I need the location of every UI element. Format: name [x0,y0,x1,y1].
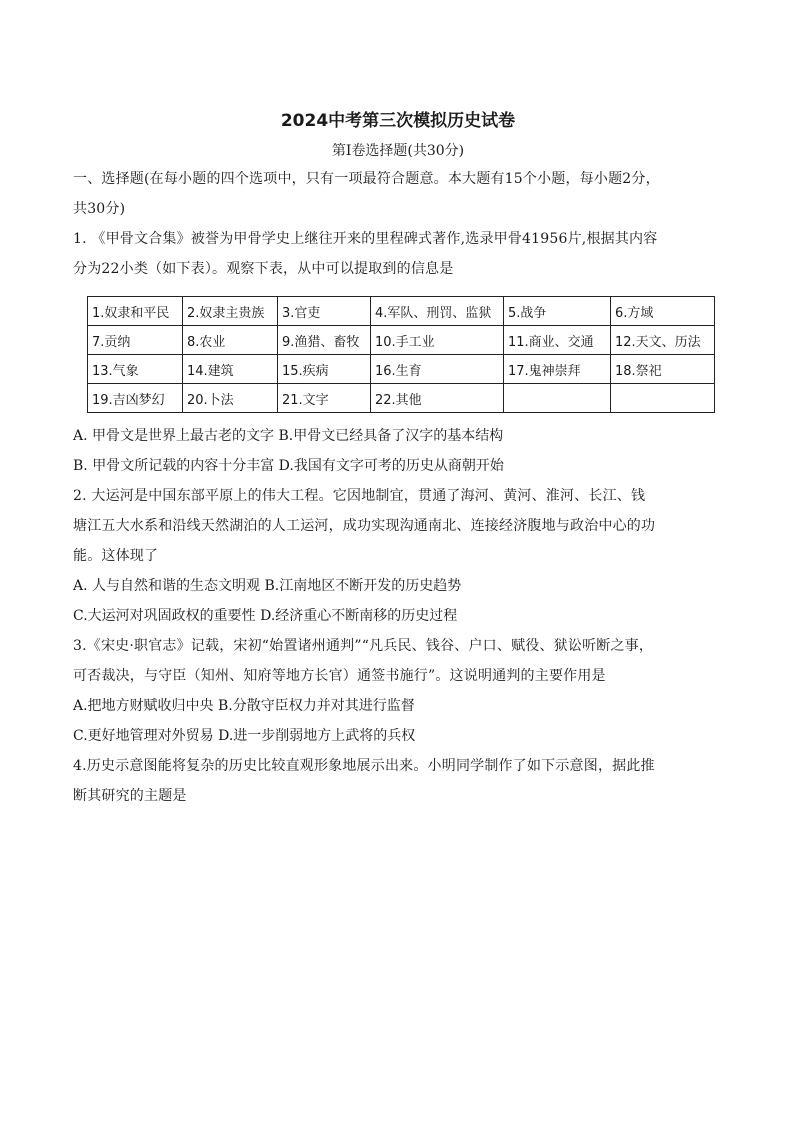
table-cell: 4.军队、刑罚、监狱 [371,297,504,326]
instruction-line: 共30分) [73,201,126,217]
stem-line: 3.《宋史·职官志》记载，宋初“始置诸州通判”“凡兵民、钱谷、户口、赋役、狱讼听断之事， [73,638,654,654]
stem-line: 1. 《甲骨文合集》被誉为甲骨学史上继往开来的里程碑式著作,选录甲骨41956片,根据其内容 [73,231,658,247]
table-cell: 10.手工业 [371,326,504,355]
stem-line: 4.历史示意图能将复杂的历史比较直观形象地展示出来。小明同学制作了如下示意图，据此推 [73,758,655,774]
table-cell: 11.商业、交通 [504,326,611,355]
question-2 [73,481,723,631]
question-1 [73,224,723,481]
table-cell: 13.气象 [88,355,183,384]
stem-line: 断其研究的主题是 [73,788,187,804]
table-cell: 12.天文、历法 [611,326,715,355]
table-row [88,355,715,384]
stem-line: 可否裁决，与守臣（知州、知府等地方长官）通签书施行”。这说明通判的主要作用是 [73,668,606,684]
category-table [87,296,715,413]
table-cell: 8.农业 [183,326,278,355]
table-cell: 14.建筑 [183,355,278,384]
answer-option: B. 甲骨文所记载的内容十分丰富 D.我国有文字可考的历史从商朝开始 [73,458,504,474]
question-3 [73,631,723,751]
table-cell [611,384,715,413]
answer-option: A. 人与自然和谐的生态文明观 B.江南地区不断开发的历史趋势 [73,578,462,594]
table-row [88,297,715,326]
answer-option: A.把地方财赋收归中央 B.分散守臣权力并对其进行监督 [73,698,415,714]
question-4 [73,751,723,811]
stem-line: 分为22小类（如下表）。观察下表，从中可以提取到的信息是 [73,261,454,277]
instruction-line: 一、选择题(在每小题的四个选项中，只有一项最符合题意。本大题有15个小题，每小题2分， [73,171,660,187]
table-cell: 20.卜法 [183,384,278,413]
section-subtitle: 第Ⅰ卷选择题(共30分) [331,143,465,159]
answer-option: C.大运河对巩固政权的重要性 D.经济重心不断南移的历史过程 [73,608,458,624]
stem-line: 能。这体现了 [73,548,159,564]
table-cell: 3.官吏 [278,297,371,326]
answer-option: A. 甲骨文是世界上最古老的文字 B.甲骨文已经具备了汉字的基本结构 [73,428,504,444]
table-cell: 2.奴隶主贵族 [183,297,278,326]
table-cell [504,384,611,413]
stem-line: 2. 大运河是中国东部平原上的伟大工程。它因地制宜，贯通了海河、黄河、淮河、长江、钱 [73,488,646,504]
table-cell: 17.鬼神崇拜 [504,355,611,384]
answer-option: C.更好地管理对外贸易 D.进一步削弱地方上武将的兵权 [73,728,416,744]
table-cell: 15.疾病 [278,355,371,384]
table-cell: 1.奴隶和平民 [88,297,183,326]
table-cell: 7.贡纳 [88,326,183,355]
table-row [88,384,715,413]
table-cell: 16.生育 [371,355,504,384]
table-cell: 22.其他 [371,384,504,413]
exam-title: 2024中考第三次模拟历史试卷 [280,111,516,131]
question-stem [73,631,723,691]
table-cell: 21.文字 [278,384,371,413]
table-cell: 18.祭祀 [611,355,715,384]
question-stem [73,224,723,284]
question-stem [73,751,723,811]
stem-line: 塘江五大水系和沿线天然湖泊的人工运河，成功实现沟通南北、连接经济腹地与政治中心的功 [73,518,656,534]
table-cell: 5.战争 [504,297,611,326]
table-cell: 6.方域 [611,297,715,326]
question-stem [73,481,723,571]
exam-page [73,100,723,811]
table-row [88,326,715,355]
section-instruction [73,164,723,224]
table-cell: 9.渔猎、畜牧 [278,326,371,355]
table-cell: 19.吉凶梦幻 [88,384,183,413]
